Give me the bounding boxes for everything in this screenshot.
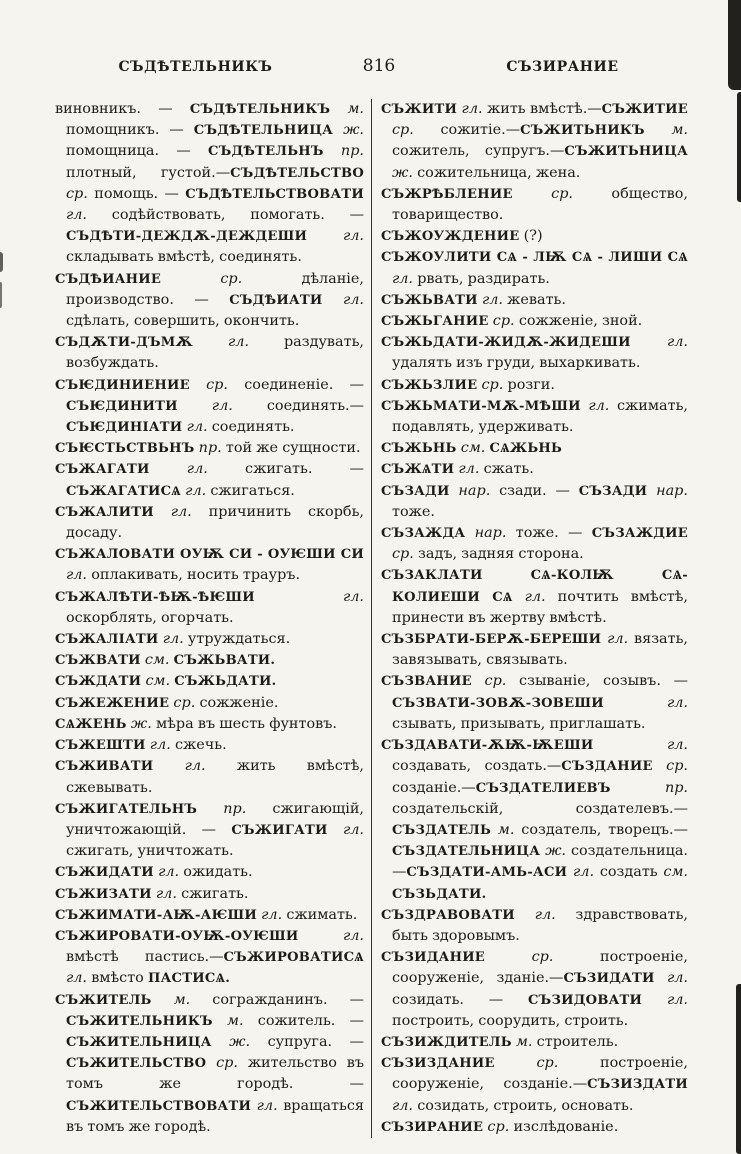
grammar-label: гл. [66,207,112,224]
dictionary-entry [55,269,364,333]
definition-text: сжигать, уничтожать. [66,843,234,860]
grammar-label: ср. [392,122,441,139]
dictionary-entry [381,1117,688,1138]
headword: СЪЗИРАНИЕ [381,1119,484,1135]
grammar-label: ср. [161,270,302,287]
grammar-label: гл. [153,758,237,775]
grammar-label: гл. [512,588,558,605]
grammar-label: см. [141,673,175,690]
definition-text: сжигать. — [245,461,365,478]
headword: СЪЖРѢБЛЕНИЕ [381,186,513,202]
headword: СЪЖИВАТИ [55,759,154,775]
headword: СЪЖАЛѢТИ-ѢѬ-ѢѤШИ [55,589,255,605]
headword: СЪЗЬДАТИ. [392,886,487,902]
definition-text: рвать, раздирать. [417,270,550,287]
definition-text: согражданинъ. — [212,991,364,1008]
headword: СЪЗДАНИЕ [561,759,653,775]
grammar-label: гл. [298,927,364,944]
headword: СЪЖВАТИ [55,653,141,669]
grammar-label: гл. [151,885,182,902]
headword: СЪЖѦТИ [381,462,455,478]
definition-text: созданіе.— [392,779,476,796]
headword: СЪДѪТИ-ДЪМѪ [55,335,193,351]
headword: СЪЖИТИ [381,102,458,117]
grammar-label: гл. [322,291,364,308]
definition-text: построить, соорудить, строить. [392,1012,629,1029]
definition-text: складывать вмѣстѣ, соединять. [66,249,302,266]
headword: СЪЖИГАТИ [231,822,328,838]
headword: СЪѤСТЬСТВЬНЪ [55,441,195,457]
definition-text: сжигать. [181,885,249,902]
definition-text: дѣланіе, производство. — [66,270,364,308]
scan-artifact [728,0,741,90]
headword: СЪЗИДАТИ [563,971,655,987]
definition-text: жить вмѣстѣ.— [486,101,602,117]
definition-text: оскорблять, огорчать. [66,609,234,626]
grammar-label: гл. [457,101,487,117]
headword: СЪДѢТЕЛЬНИЦА [193,123,334,139]
grammar-label: м. [151,991,213,1008]
dictionary-entry [55,375,364,439]
dictionary-entry [55,990,364,1138]
headword: СЪЖИГАТЕЛЬНЪ [55,801,198,817]
definition-text: сзываніе, созывъ. — [519,673,688,690]
scan-artifact [737,92,741,202]
headword: СЪЖЬНЬ [381,441,457,457]
headword: СЪЗДАТЕЛЬ [392,822,492,838]
definition-text: созидать. — [392,991,529,1008]
definition-text: удалять изъ груди, выхаркивать. [392,355,641,372]
definition-text: жевать. [507,291,566,308]
dictionary-entry [55,459,364,501]
dictionary-entry [381,1032,688,1053]
definition-text: соединять.— [266,397,364,414]
definition-text: тоже. — [515,525,592,542]
definition-text: сдѣлать, совершить, окончить. [66,313,300,330]
grammar-label: гл. [642,991,689,1008]
headword: СЪЖАГАТИСѦ [66,483,181,499]
definition-text: почтить вмѣстѣ, принести въ жертву вмѣстѣ. [392,588,688,626]
grammar-label: гл. [307,228,364,245]
headword: СЪЖИТЕЛЬ [55,992,152,1008]
definition-text: той же сущности. [225,440,361,457]
definition-text: сжигающій, уничтожающій. — [66,800,364,838]
dictionary-entry [55,650,364,671]
headword: СЪЗБРАТИ-БЕРѪ-БЕРЕШИ [381,632,602,648]
grammar-label: гл. [392,270,418,287]
definition-text: сожженіе. [199,694,279,711]
definition-text: вмѣстѣ пастись.— [66,949,224,966]
dictionary-entry [381,947,688,1032]
scan-artifact [0,252,3,272]
definition-text: здравствовать, быть здоровымъ. [392,906,688,944]
headword: СЪЖОУЖДЕНИЕ [381,229,520,245]
headword: СЪЖИРОВАТИСѦ [223,950,364,966]
definition-text: помощница. — [66,143,209,160]
headword: СЪЗИЖДИТЕЛЬ [381,1034,512,1050]
definition-text: ожидать. [183,864,253,881]
definition-text: жить вмѣстѣ, сжевывать. [66,758,365,796]
grammar-label: ж. [333,122,365,139]
dictionary-entry [55,735,364,756]
dictionary-entry [55,438,364,459]
headword: СѦЖЕНЬ [55,716,127,732]
headword: СЪЖИТЕЛЬНИЦА [66,1034,212,1050]
headword: СЪЖИЗАТИ [55,886,152,902]
grammar-label: нар. [449,482,500,499]
dictionary-entry [381,629,688,671]
dictionary-entry [381,1053,688,1117]
grammar-label: м. [330,101,364,117]
definition-text: утруждаться. [187,631,291,648]
definition-text: общество, товарищество. [392,185,688,224]
grammar-label: пр. [323,143,364,160]
definition-text: создать [599,864,664,881]
definition-text: виновникъ. — [55,101,190,117]
definition-text: жительство въ томъ же городѣ. — [66,1055,364,1093]
definition-text: тоже. [392,503,435,520]
definition-text: вмѣсто [91,970,149,987]
header-left-word: СЪДѢТЕЛЬНИКЪ [118,59,273,75]
dictionary-entry [381,905,688,947]
headword: СЪЖЬВАТИ. [173,653,276,669]
grammar-label: гл. [327,821,364,838]
definition-text: вязать, завязывать, связывать. [392,631,688,669]
grammar-label: гл. [454,461,484,478]
headword: СЪЖДАТИ [55,674,142,690]
definition-text: сжимать, подавлять, удерживать. [392,397,688,436]
definition-text: причинить скорбь, досаду. [66,503,365,542]
headword: СЪЗИЗДАНИЕ [381,1056,495,1072]
definition-text: сзади. — [499,482,579,499]
definition-text: раздувать, возбуждать. [66,334,364,372]
definition-text: помощь. — [94,185,186,202]
headword: СЪЗВАТИ-ЗОВѪ-ЗОВЕШИ [392,695,604,711]
grammar-label: гл. [66,970,92,987]
definition-text: сжигаться. [210,482,295,499]
headword: СЪЖЬДАТИ-ЖИДѪ-ЖИДЕШИ [381,335,631,351]
definition-text: оплакивать, носить трауръ. [91,567,301,584]
headword: СЪЖАЛИТИ [55,504,154,520]
definition-text: содѣйствовать, помогать. — [111,207,364,224]
grammar-label: ср. [477,376,508,393]
headword: СЪЗИЗДАТИ [587,1077,688,1093]
definition-text: создательница.— [392,843,688,881]
grammar-label: гл. [601,631,635,648]
grammar-label: гл. [654,970,688,987]
definition-text: мѣра въ шесть фунтовъ. [156,715,337,732]
dictionary-entry [381,459,688,480]
dictionary-entry [381,523,688,565]
definition-text: супруга. — [267,1033,364,1050]
grammar-label: м. [491,821,522,838]
headword: СЪДѢТЕЛЬСТВОВАТИ [185,186,364,202]
dictionary-entry [381,396,688,438]
definition-text: сожительница, жена. [417,164,581,181]
grammar-label: ж. [211,1033,268,1050]
headword: СЪЖАЛІАТИ [55,632,159,648]
dictionary-entry [381,311,688,332]
dictionary-entry [55,926,364,990]
grammar-label: ср. [189,376,245,393]
grammar-label: м. [212,1012,258,1029]
grammar-label: гл. [567,864,600,881]
dictionary-entry [55,332,364,374]
dictionary-entry [55,671,364,692]
grammar-label: гл. [256,906,287,923]
dictionary-entry [55,587,364,629]
headword: СЪѤДИНИТИ [66,398,178,414]
headword: СЪЖАГАТИ [55,462,150,478]
grammar-label: гл. [603,694,688,711]
definition-text: изслѣдованіе. [513,1118,619,1135]
grammar-label: ж. [126,715,156,732]
definition-text: (?) [519,228,543,245]
definition-text: созидать, строить, основать. [417,1097,634,1114]
grammar-label: ж. [540,843,571,860]
grammar-label: пр. [194,440,226,457]
definition-text: соединеніе. — [244,376,364,393]
grammar-label: ср. [169,694,200,711]
grammar-label: гл. [149,461,246,478]
grammar-label: гл. [66,567,92,584]
headword: СЪЖОУЛИТИ СѦ - ЛѬ СѦ - ЛИШИ СѦ [381,250,688,266]
headword: СѦЖЬНЬ [489,441,563,457]
grammar-label: гл. [251,1097,284,1114]
grammar-label: гл. [158,631,188,648]
definition-text: соединять. [211,419,295,436]
headword: ПАСТИСѦ. [148,971,231,987]
dictionary-entry [381,184,688,226]
headword: СЪЖИРОВАТИ-ОУѬ-ОУѤШИ [55,928,299,944]
grammar-label: ср. [483,1118,514,1135]
dictionary-entry [55,799,364,863]
grammar-label: гл. [630,334,688,351]
grammar-label: ж. [392,164,418,181]
grammar-label: нар. [647,482,688,499]
headword: СЪЗВАНИЕ [381,674,472,690]
grammar-label: гл. [181,482,211,499]
headword: СЪЗДАТЕЛЬНИЦА [392,844,541,860]
grammar-label: ср. [206,1055,248,1072]
dictionary-entry [55,99,364,269]
headword: СЪДѢИАТИ [229,292,323,308]
grammar-label: гл. [182,419,212,436]
grammar-label: ср. [66,185,95,202]
headword: СЪѤДИНИЕНИЕ [55,377,190,393]
definition-text: помощникъ. — [66,122,194,139]
dictionary-entry [381,671,688,735]
definition-text: сжать. [483,461,534,478]
grammar-label: см. [663,864,688,881]
definition-text: вращаться въ томъ же городѣ. [66,1097,364,1135]
dictionary-entry [55,884,364,905]
headword: СЪЖИТЬНИКЪ [520,123,645,139]
grammar-label: ср. [471,673,520,690]
headword: СЪЗАКЛАТИ СѦ-КОЛѬ СѦ-КОЛИЕШИ СѦ [381,568,688,605]
headword: СЪЖЬМАТИ-МѪ-МѢШИ [381,398,581,414]
headword: СЪѤДИНІАТИ [66,420,183,436]
definition-text: построеніе, сооруженіе, созданіе.— [392,1055,688,1093]
dictionary-entry [381,735,688,905]
grammar-label: гл. [153,503,209,520]
definition-text: сожитель, супругъ.— [392,143,565,160]
dictionary-entry [381,290,688,311]
definition-text: строитель. [536,1033,619,1050]
scan-artifact [736,984,741,1154]
definition-text: создатель, творецъ.— [521,821,689,838]
dictionary-entry [55,862,364,883]
headword: СЪЗАДИ [381,483,450,499]
running-head [55,56,703,76]
headword: СЪЖИТЕЛЬСТВОВАТИ [66,1098,252,1114]
grammar-label: гл. [477,291,508,308]
page-number: 816 [362,56,396,76]
headword: СЪЖИДАТИ [55,865,154,881]
headword: СЪЖЕШТИ [55,738,146,754]
grammar-label: гл. [580,397,617,414]
definition-text: сжимать. [286,906,358,923]
headword: СЪДѢИАНИЕ [55,271,162,287]
grammar-label: м. [644,122,688,139]
right-column [372,99,688,1138]
definition-text: розги. [507,376,555,393]
headword: СЪЗАЖДИЕ [591,526,688,542]
grammar-label: ср. [512,185,612,202]
dictionary-entry [381,332,688,374]
dictionary-entry [381,247,688,289]
grammar-label: гл. [593,737,688,754]
definition-text: сжечь. [174,737,227,754]
headword: СЪЗАЖДА [381,526,466,542]
definition-text: сзывать, призывать, приглашать. [392,715,646,732]
grammar-label: гл. [192,334,284,351]
dictionary-entry [381,99,688,184]
grammar-label: см. [140,652,174,669]
grammar-label: см. [456,440,490,457]
headword: СЪЖЬГАНИЕ [381,314,489,330]
definition-text: создавать, создать.— [392,758,562,775]
headword: СЪЖАЛОВАТИ ОУѬ СИ - ОУѤШИ СИ [55,547,364,563]
headword: СЪЖЕЖЕНИЕ [55,695,170,711]
grammar-label: гл. [177,397,267,414]
grammar-label: гл. [392,1097,418,1114]
dictionary-entry [381,565,688,629]
definition-text: создательскій, создателевъ.— [392,800,688,817]
grammar-label: ср. [488,313,519,330]
grammar-label: пр. [197,800,273,817]
headword: СЪДѢТИ-ДЕЖДѪ-ДЕЖДЕШИ [66,229,308,245]
text-block [55,99,705,1138]
grammar-label: ср. [485,949,601,966]
headword: СЪЖЬВАТИ [381,292,478,308]
headword: СЪЖИТЕЛЬНИКЪ [66,1013,213,1029]
headword: СЪЖИТЕЛЬСТВО [66,1056,207,1072]
dictionary-entry [381,375,688,396]
headword: СЪДѢТЕЛЬСТВО [230,165,364,181]
definition-text: сожженіе, зной. [518,313,643,330]
definition-text: задъ, задняя сторона. [418,546,584,563]
grammar-label: гл. [254,588,364,605]
dictionary-entry [381,438,688,459]
dictionary-entry [55,756,364,798]
grammar-label: нар. [465,525,516,542]
headword: СЪЖЬДАТИ. [174,674,277,690]
definition-text: плотный, густой.— [66,164,231,181]
definition-text: сожитель. — [257,1012,364,1029]
headword: СЪЖИМАТИ-АѬ-АѤШИ [55,907,257,923]
headword: СЪЗДАВАТИ-ѪѬ-ѬЕШИ [381,738,594,754]
scan-artifact [0,282,2,308]
grammar-label: ср. [494,1055,601,1072]
headword: СЪЖИТИЕ [601,102,689,117]
grammar-label: ср. [392,546,419,563]
dictionary-entry [381,226,688,247]
grammar-label: гл. [145,737,175,754]
dictionary-entry [55,714,364,735]
dictionary-entry [55,693,364,714]
definition-text: построеніе, сооруженіе, зданіе.— [392,949,688,987]
dictionary-entry [381,481,688,523]
headword: СЪДѢТЕЛЬНИКЪ [189,102,331,117]
grammar-label: ср. [652,758,688,775]
dictionary-entry [55,905,364,926]
headword: СЪЗИДАНИЕ [381,950,486,966]
dictionary-entry [55,629,364,650]
headword: СЪЖИТЬНИЦА [564,144,688,160]
header-right-word: СЪЗИРАНИЕ [506,59,619,75]
headword: СЪЗДРАВОВАТИ [381,907,515,923]
left-column [55,99,371,1138]
headword: СЪЗДАТЕЛИЕВЪ [475,780,611,796]
grammar-label: м. [511,1033,537,1050]
definition-text: сожитіе.— [440,122,521,139]
headword: СЪДѢТЕЛЬНЪ [208,144,324,160]
headword: СЪЖЬЗЛИЕ [381,377,478,393]
dictionary-entry [55,502,364,544]
grammar-label: пр. [610,779,688,796]
grammar-label: гл. [153,864,184,881]
headword: СЪЗИДОВАТИ [528,992,643,1008]
dictionary-entry [55,544,364,586]
headword: СЪЗДАТИ-АМЬ-АСИ [406,865,568,881]
headword: СЪЗАДИ [578,483,648,499]
grammar-label: гл. [514,906,576,923]
